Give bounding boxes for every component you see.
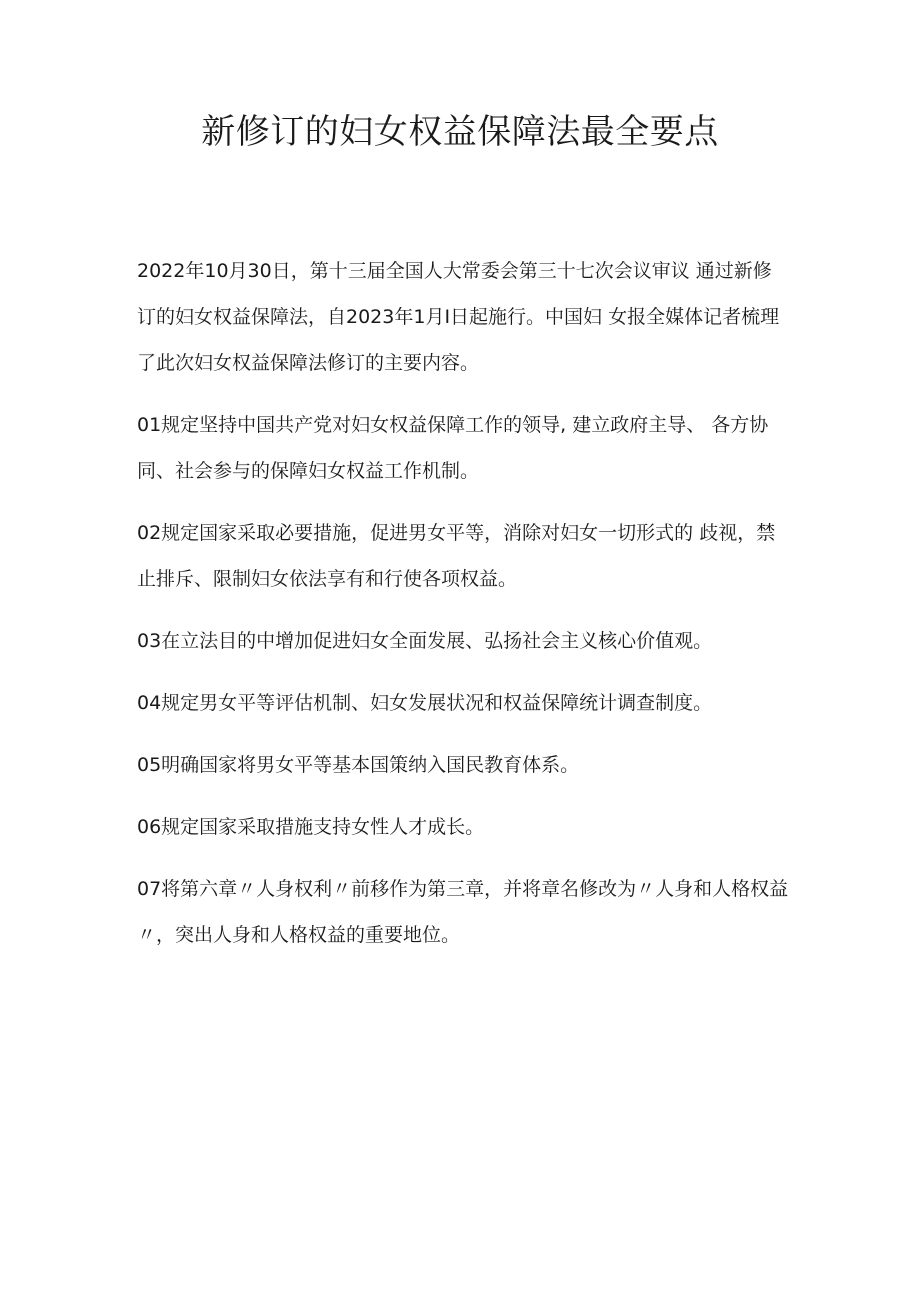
point-02-paragraph: 02规定国家采取必要措施，促进男女平等，消除对妇女一切形式的 歧视，禁止排斥、限制妇女依法享有和行使各项权益。 [137, 522, 776, 590]
point-03-paragraph: 03在立法目的中增加促进妇女全面发展、弘扬社会主义核心价值观。 [137, 630, 713, 652]
document-title: 新修订的妇女权益保障法最全要点 [201, 112, 719, 152]
document-body [137, 248, 789, 974]
intro-paragraph: 2022年10月30日，第十三届全国人大常委会第三十七次会议审议 通过新修订的妇女权益保障法，自2023年1月I日起施行。中国妇 女报全媒体记者梳理了此次妇女权益保障法修订的主要内容。 [137, 260, 780, 374]
point-07-paragraph: 07将第六章〃人身权利〃前移作为第三章，并将章名修改为〃人身和人格权益〃，突出人身和人格权益的重要地位。 [137, 878, 789, 946]
point-06-paragraph: 06规定国家采取措施支持女性人才成长。 [137, 816, 485, 838]
point-04-paragraph: 04规定男女平等评估机制、妇女发展状况和权益保障统计调查制度。 [137, 692, 713, 714]
point-01-paragraph: 01规定坚持中国共产党对妇女权益保障工作的领导, 建立政府主导、 各方协同、社会参与的保障妇女权益工作机制。 [137, 414, 769, 482]
point-05-paragraph: 05明确国家将男女平等基本国策纳入国民教育体系。 [137, 754, 580, 776]
